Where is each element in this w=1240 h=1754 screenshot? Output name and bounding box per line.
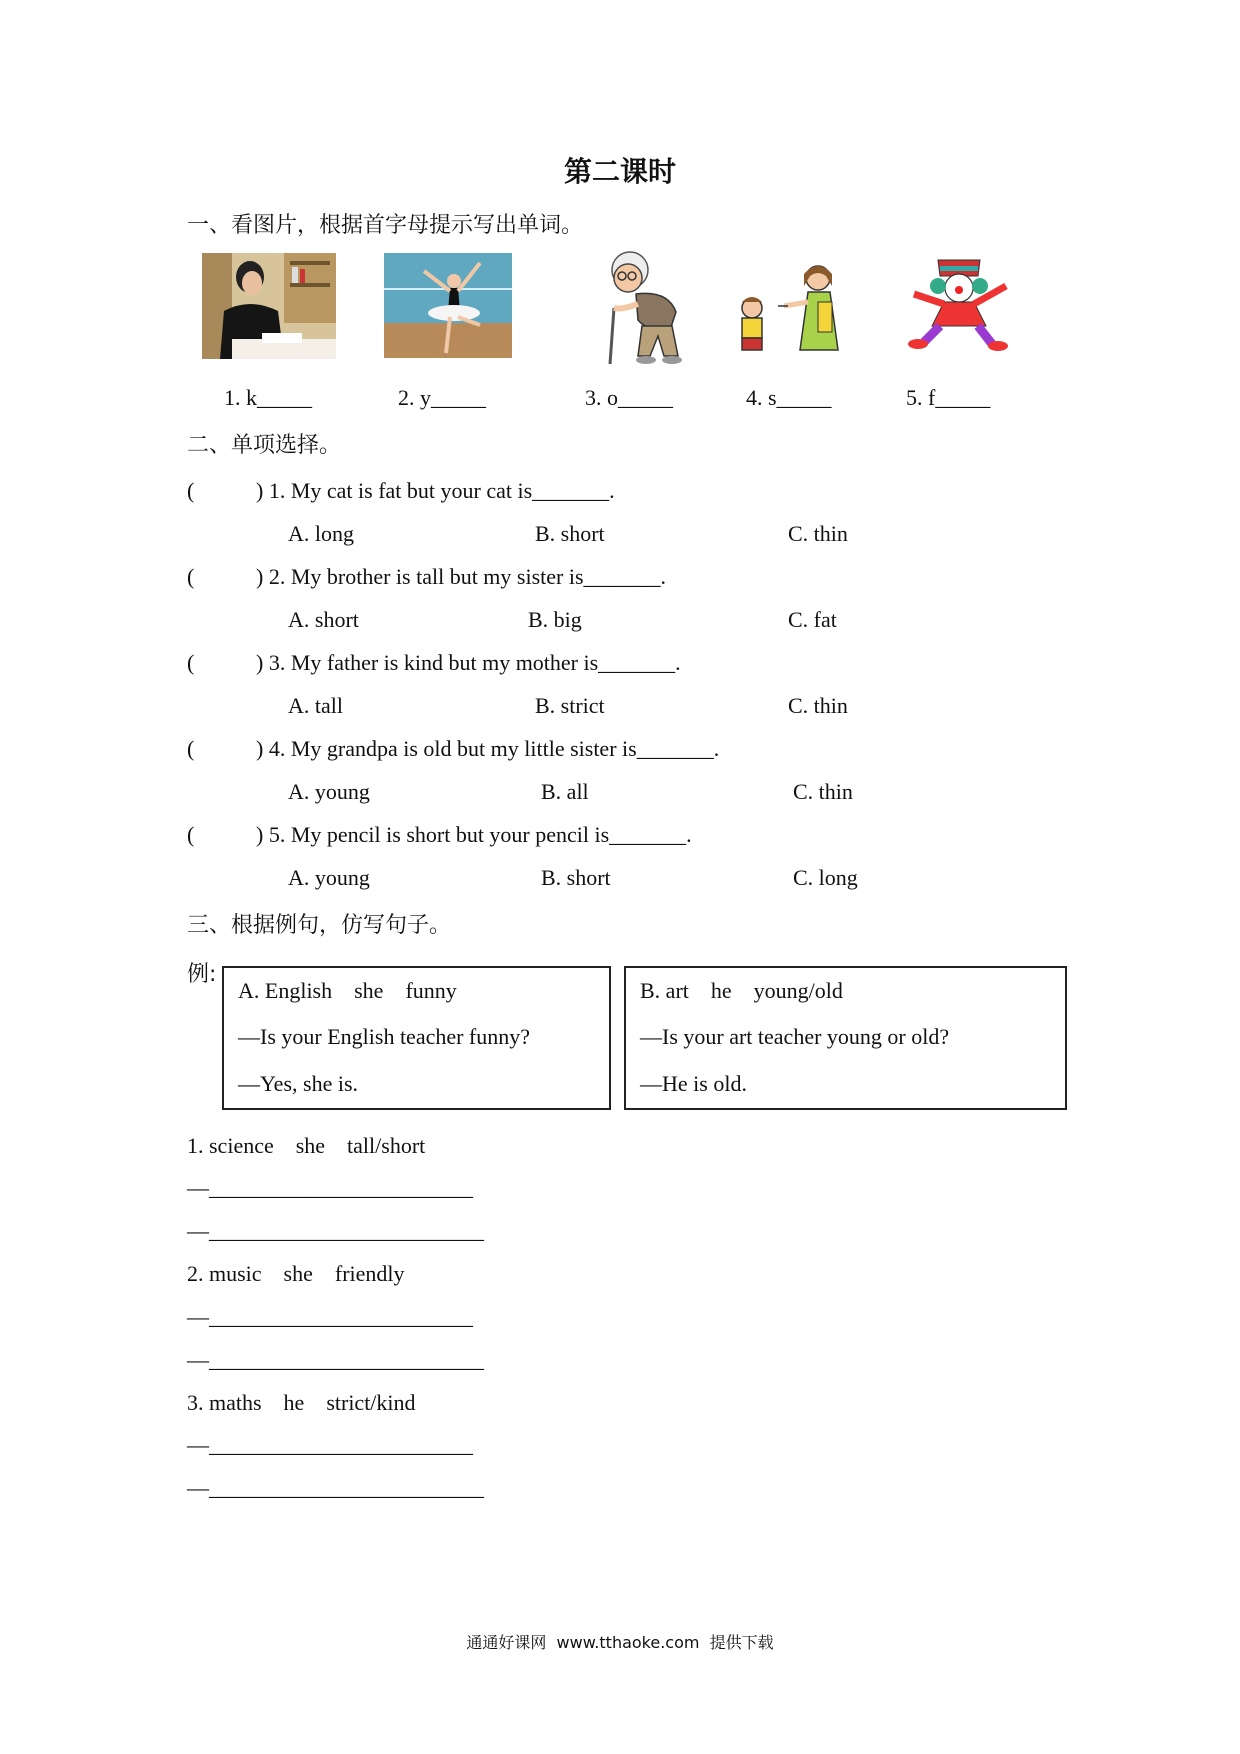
writing-item-3-line-1: —________________________ — [187, 1432, 473, 1457]
question-4-option-a: A. young — [288, 779, 370, 804]
question-1-stem: ) 1. My cat is fat but your cat is_______. — [256, 478, 615, 503]
question-3-stem: ) 3. My father is kind but my mother is_______. — [256, 650, 681, 675]
clown-drawing-icon — [900, 254, 1018, 354]
question-3-option-b: B. strict — [535, 693, 605, 718]
question-1-paren: ( — [187, 478, 195, 503]
writing-item-1-line-1: —________________________ — [187, 1175, 473, 1200]
example-box-a — [222, 966, 611, 1110]
writing-item-3-line-2: —_________________________ — [187, 1475, 484, 1500]
example-b-line-3: —He is old. — [640, 1071, 747, 1096]
writing-item-2-line-2: —_________________________ — [187, 1347, 484, 1372]
blank-5: 5. f_____ — [906, 385, 991, 410]
question-2-option-a: A. short — [288, 607, 359, 632]
question-5-option-a: A. young — [288, 865, 370, 890]
writing-item-2-prompt: 2. music she friendly — [187, 1261, 405, 1286]
blank-2: 2. y_____ — [398, 385, 486, 410]
blank-3: 3. o_____ — [585, 385, 673, 410]
example-b-line-2: —Is your art teacher young or old? — [640, 1024, 950, 1049]
page-title: 第二课时 — [563, 155, 676, 188]
example-a-line-1: A. English she funny — [238, 978, 457, 1003]
question-5-stem: ) 5. My pencil is short but your pencil is_______. — [256, 822, 692, 847]
question-3-option-a: A. tall — [288, 693, 343, 718]
question-3-option-c: C. thin — [788, 693, 848, 718]
section-1-heading: 一、看图片，根据首字母提示写出单词。 — [187, 213, 584, 238]
example-a-line-2: —Is your English teacher funny? — [238, 1024, 531, 1049]
question-5-option-c: C. long — [793, 865, 858, 890]
teacher-at-desk-photo-icon — [202, 253, 336, 359]
question-2-option-c: C. fat — [788, 607, 837, 632]
question-2-option-b: B. big — [528, 607, 582, 632]
example-a-line-3: —Yes, she is. — [238, 1071, 359, 1096]
writing-item-1-prompt: 1. science she tall/short — [187, 1133, 426, 1158]
ballet-dancer-photo-icon — [384, 253, 512, 358]
question-2-paren: ( — [187, 564, 195, 589]
example-b-line-1: B. art he young/old — [640, 978, 843, 1003]
question-5-option-b: B. short — [541, 865, 611, 890]
question-4-option-c: C. thin — [793, 779, 853, 804]
question-1-option-c: C. thin — [788, 521, 848, 546]
example-label: 例: — [187, 962, 217, 987]
question-4-stem: ) 4. My grandpa is old but my little sister is_______. — [256, 736, 720, 761]
question-1-option-b: B. short — [535, 521, 605, 546]
question-1-option-a: A. long — [288, 521, 354, 546]
question-4-paren: ( — [187, 736, 195, 761]
blank-4: 4. s_____ — [746, 385, 832, 410]
question-3-paren: ( — [187, 650, 195, 675]
boy-and-woman-drawing-icon — [734, 262, 854, 354]
question-5-paren: ( — [187, 822, 195, 847]
writing-item-1-line-2: —_________________________ — [187, 1218, 484, 1243]
question-2-stem: ) 2. My brother is tall but my sister is_______. — [256, 564, 667, 589]
section-2-heading: 二、单项选择。 — [187, 433, 342, 458]
section-3-heading: 三、根据例句，仿写句子。 — [187, 913, 452, 938]
writing-item-3-prompt: 3. maths he strict/kind — [187, 1390, 416, 1415]
old-man-with-cane-drawing-icon — [598, 250, 698, 368]
blank-1: 1. k_____ — [224, 385, 312, 410]
footer-source: 通通好课网 www.tthaoke.com 提供下载 — [466, 1633, 774, 1652]
writing-item-2-line-1: —________________________ — [187, 1304, 473, 1329]
question-4-option-b: B. all — [541, 779, 589, 804]
example-box-b — [624, 966, 1067, 1110]
